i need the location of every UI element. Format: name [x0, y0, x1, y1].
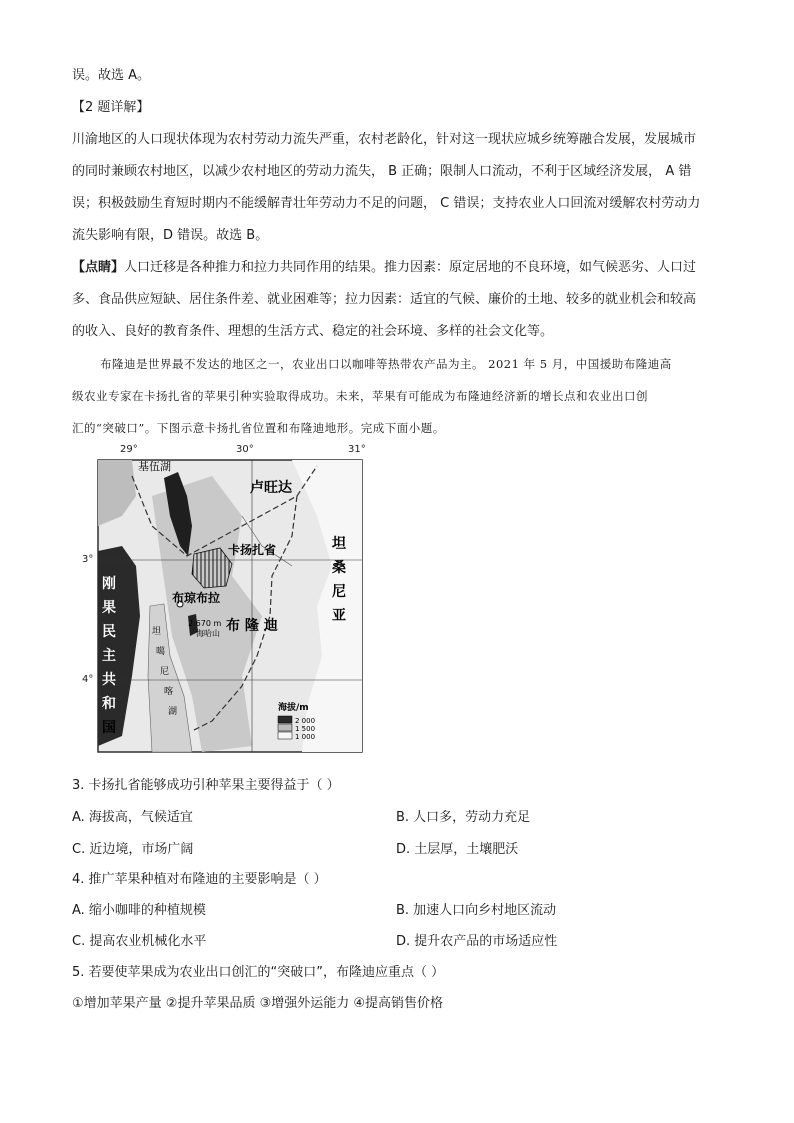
tips-line-2: 多、食品供应短缺、居住条件差、就业困难等；拉力因素：适宜的气候、廉价的土地、较多的就业机会和较高	[72, 292, 697, 307]
answer-2-line-4: 流失影响有限，D 错误。故选 B。	[72, 228, 269, 243]
drc-label-3: 民	[102, 624, 116, 640]
legend-2000: 2 000	[295, 717, 316, 725]
question-5-stem: 5. 若要使苹果成为农业出口创汇的“突破口”，布隆迪应重点（ ）	[72, 965, 445, 980]
tips-line-3: 的收入、良好的教育条件、理想的生活方式、稳定的社会环境、多样的社会文化等。	[72, 324, 554, 339]
tanzania-label-2: 桑	[332, 560, 346, 576]
map-label: 基伍湖	[138, 460, 171, 473]
drc-label-2: 果	[102, 600, 116, 616]
lake-label-5: 湖	[168, 707, 178, 717]
bujumbura-label: 布琼布拉	[172, 591, 221, 605]
q4-option-d: D. 提升农产品的市场适应性	[396, 934, 558, 949]
lake-label-2: 噶	[156, 647, 166, 657]
question-4-stem: 4. 推广苹果种植对布隆迪的主要影响是（ ）	[72, 872, 327, 887]
lon-29-label: 29°	[120, 444, 138, 455]
legend-1500: 1 500	[295, 725, 316, 733]
legend-1000: 1 000	[295, 733, 316, 741]
elevation-label: 2 670 m	[188, 619, 222, 628]
tips-text: 人口迁移是各种推力和拉力共同作用的结果。推力因素：原定居地的不良环境，如气候恶劣、人口过	[124, 260, 697, 275]
passage-line-3: 汇的“突破口”。下图示意卡扬扎省位置和布隆迪地形。完成下面小题。	[72, 421, 445, 435]
drc-label-1: 刚	[102, 576, 116, 592]
drc-label-5: 共	[102, 672, 116, 688]
kayanza-label: 卡扬扎省	[228, 543, 277, 557]
answer-2-line-3: 误；积极鼓励生育短时期内不能缓解青壮年劳动力不足的问题， C 错误；支持农业人口回流对缓解农村劳动力	[72, 196, 701, 211]
drc-label-6: 和	[102, 696, 116, 712]
lake-label-3: 尼	[160, 667, 170, 677]
lat-3-label: 3°	[82, 554, 94, 565]
lon-30-label: 30°	[236, 444, 254, 455]
tips-label: 【点睛】	[72, 260, 125, 275]
question-3-stem: 3. 卡扬扎省能够成功引种苹果主要得益于（ ）	[72, 778, 340, 793]
passage-line-1: 布隆迪是世界最不发达的地区之一，农业出口以咖啡等热带农产品为主。 2021 年 5 月，中国援助布隆迪高	[100, 357, 672, 371]
q4-option-a: A. 缩小咖啡的种植规模	[72, 903, 206, 918]
q3-option-c: C. 近边境，市场广阔	[72, 842, 194, 857]
lon-31-label: 31°	[348, 444, 366, 455]
question-5-items: ①增加苹果产量 ②提升苹果品质 ③增强外运能力 ④提高销售价格	[72, 996, 444, 1011]
rwanda-label: 卢旺达	[250, 480, 292, 496]
legend-title: 海拔/m	[278, 703, 309, 713]
drc-label-4: 主	[102, 648, 116, 664]
tips-line-1	[72, 258, 696, 278]
burundi-map	[82, 444, 366, 756]
mountain-label: 海哈山	[196, 629, 220, 638]
tanzania-label-1: 坦	[332, 536, 346, 552]
question-2-heading: 【2 题详解】	[72, 100, 150, 115]
tanzania-label-4: 亚	[332, 608, 346, 624]
q3-option-a: A. 海拔高，气候适宜	[72, 810, 193, 825]
burundi-label: 布 隆 迪	[226, 618, 278, 634]
answer-2-line-2: 的同时兼顾农村地区，以减少农村地区的劳动力流失， B 正确；限制人口流动，不利于区域经济发展， A 错	[72, 164, 692, 179]
passage-line-2: 级农业专家在卡扬扎省的苹果引种实验取得成功。未来，苹果有可能成为布隆迪经济新的增长点和农业出口创	[72, 389, 648, 403]
answer-1-end: 误。故选 A。	[72, 68, 151, 83]
tanzania-label-3: 尼	[332, 584, 346, 600]
q3-option-d: D. 土层厚，土壤肥沃	[396, 842, 519, 857]
lat-4-label: 4°	[82, 674, 94, 685]
answer-2-line-1: 川渝地区的人口现状体现为农村劳动力流失严重，农村老龄化，针对这一现状应城乡统筹融合发展，发展城市	[72, 132, 697, 147]
drc-label-7: 国	[102, 720, 116, 736]
lake-label-1: 坦	[152, 627, 162, 637]
lake-label-4: 喀	[164, 687, 174, 697]
q4-option-c: C. 提高农业机械化水平	[72, 934, 207, 949]
q4-option-b: B. 加速人口向乡村地区流动	[396, 903, 557, 918]
q3-option-b: B. 人口多，劳动力充足	[396, 810, 531, 825]
